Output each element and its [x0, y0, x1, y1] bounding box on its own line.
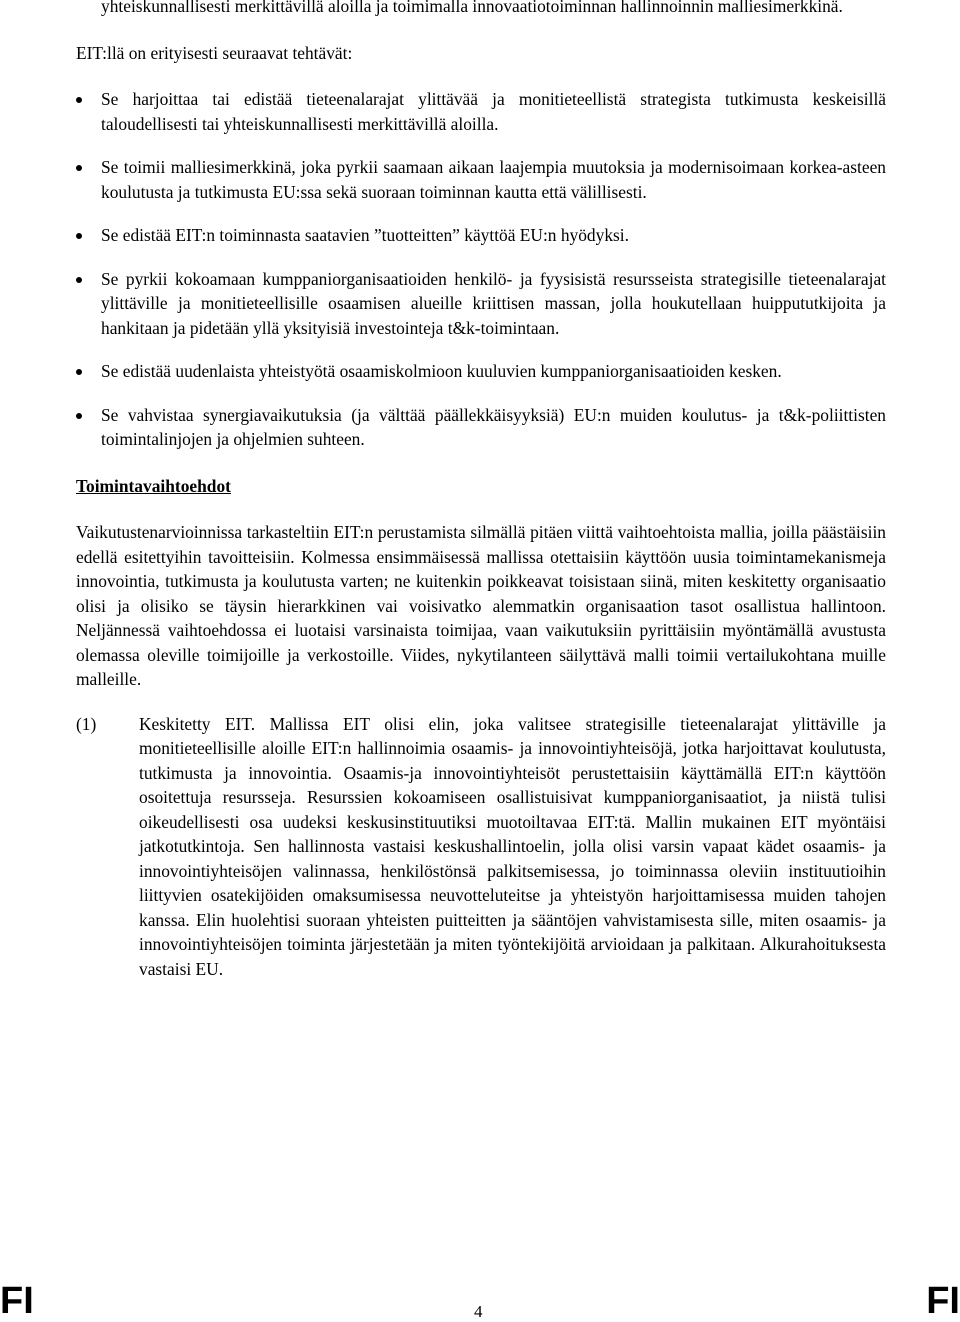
numbered-item-label: (1) — [76, 713, 97, 734]
section-heading: Toimintavaihtoehdot — [76, 475, 231, 496]
list-item: Se vahvistaa synergiavaikutuksia (ja välttää päällekkäisyyksiä) EU:n muiden koulutus- ja t&k-poliittisten toimintalinjojen ja ohjelmien suhteen. — [76, 403, 886, 452]
footer-language-left: FI — [0, 1280, 34, 1322]
page-number: 4 — [474, 1302, 483, 1321]
bullet-icon — [76, 277, 82, 283]
list-item: Se harjoittaa tai edistää tieteenalarajat ylittävää ja monitieteellistä strategista tutkimusta keskeisillä taloudellisesti tai yhteiskunnallisesti merkittävillä aloilla. — [76, 87, 886, 136]
list-item: Se edistää EIT:n toiminnasta saatavien ”tuotteitten” käyttöä EU:n hyödyksi. — [76, 223, 886, 248]
list-item: Se toimii malliesimerkkinä, joka pyrkii saamaan aikaan laajempia muutoksia ja modernisoimaan korkea-asteen koulutusta ja tutkimusta EU:ssa sekä suoraan toiminnan kautta että välillisesti. — [76, 155, 886, 204]
bullet-icon — [76, 165, 82, 171]
bullet-icon — [76, 97, 82, 103]
list-item: Se pyrkii kokoamaan kumppaniorganisaatioiden henkilö- ja fyysisistä resursseista strategisille tieteenalarajat ylittäville ja monitieteellisille osaamisen alueille kriittisen massan, jolla houkutellaan huippututkijoita ja hankitaan ja pidetään yllä yksityisiä investointeja t&k-toimintaan. — [76, 267, 886, 341]
intro-continuation: yhteiskunnallisesti merkittävillä aloilla ja toimimalla innovaatiotoiminnan hallinnoinnin malliesimerkkinä. — [101, 0, 843, 16]
footer-language-right: FI — [926, 1280, 960, 1322]
section-paragraph: Vaikutustenarvioinnissa tarkasteltiin EIT:n perustamista silmällä pitäen viittä vaihtoehtoista mallia, joilla päästäisiin edellä esitettyihin tavoitteisiin. Kolmessa ensimmäisessä mallissa otettaisiin käyttöön uusia toimintamekanismeja innovointia, tutkimusta ja koulutusta varten; ne kuitenkin poikkeavat toisistaan siinä, miten keskitetty organisaatio olisi ja olisiko se täysin hierarkkinen vai voisivatko alemmatkin organisaation tasot osallistua hallintoon. Neljännessä vaihtoehdossa ei luotaisi varsinaista toimijaa, vaan vaikutuksiin pyrittäisiin myöntämällä avustusta olemassa oleville toimijoille ja verkostoille. Viides, nykytilanteen säilyttävä malli toimii vertailukohtana muille malleille. — [76, 522, 886, 689]
bullet-icon — [76, 233, 82, 239]
bullet-icon — [76, 413, 82, 419]
bullet-icon — [76, 369, 82, 375]
numbered-item — [76, 712, 886, 982]
tasks-list — [76, 87, 886, 452]
tasks-intro: EIT:llä on erityisesti seuraavat tehtävät: — [76, 42, 353, 63]
numbered-item-text: Keskitetty EIT. Mallissa EIT olisi elin, joka valitsee strategisille tieteenalarajat ylittäville ja monitieteellisille aloille EIT:n hallinnoimia osaamis- ja innovointiyhteisöjä, jotka harjoittavat koulutusta, tutkimusta ja innovointia. Osaamis-ja innovointiyhteisöt perustettaisiin käyttämällä EIT:n käyttöön osoitettuja resursseja. Resurssien kokoamiseen osallistuisivat kumppaniorganisaatiot, ja niistä tulisi oikeudellisesti osa uudeksi keskusinstituutiksi muotoiltavaa EIT:tä. Mallin mukainen EIT myöntäisi jatkotutkintoja. Sen hallinnosta vastaisi keskushallintoelin, jolla olisi varsin vapaat kädet osaamis- ja innovointiyhteisöjen valinnassa, henkilöstönsä palkitsemisessa, jo toiminnassa oleviin instituutioihin liittyvien osatekijöiden omaksumisessa neuvotteluteitse ja yhteistyön harjoittamisessa muiden tahojen kanssa. Elin huolehtisi suoraan yhteisten puitteitten ja sääntöjen vahvistamisesta sille, miten osaamis- ja innovointiyhteisöjen toiminta järjestetään ja miten työntekijöitä arvioidaan ja palkitaan. Alkurahoituksesta vastaisi EU. — [139, 713, 886, 979]
document-body — [76, 0, 886, 981]
list-item: Se edistää uudenlaista yhteistyötä osaamiskolmioon kuuluvien kumppaniorganisaatioiden kesken. — [76, 359, 886, 384]
